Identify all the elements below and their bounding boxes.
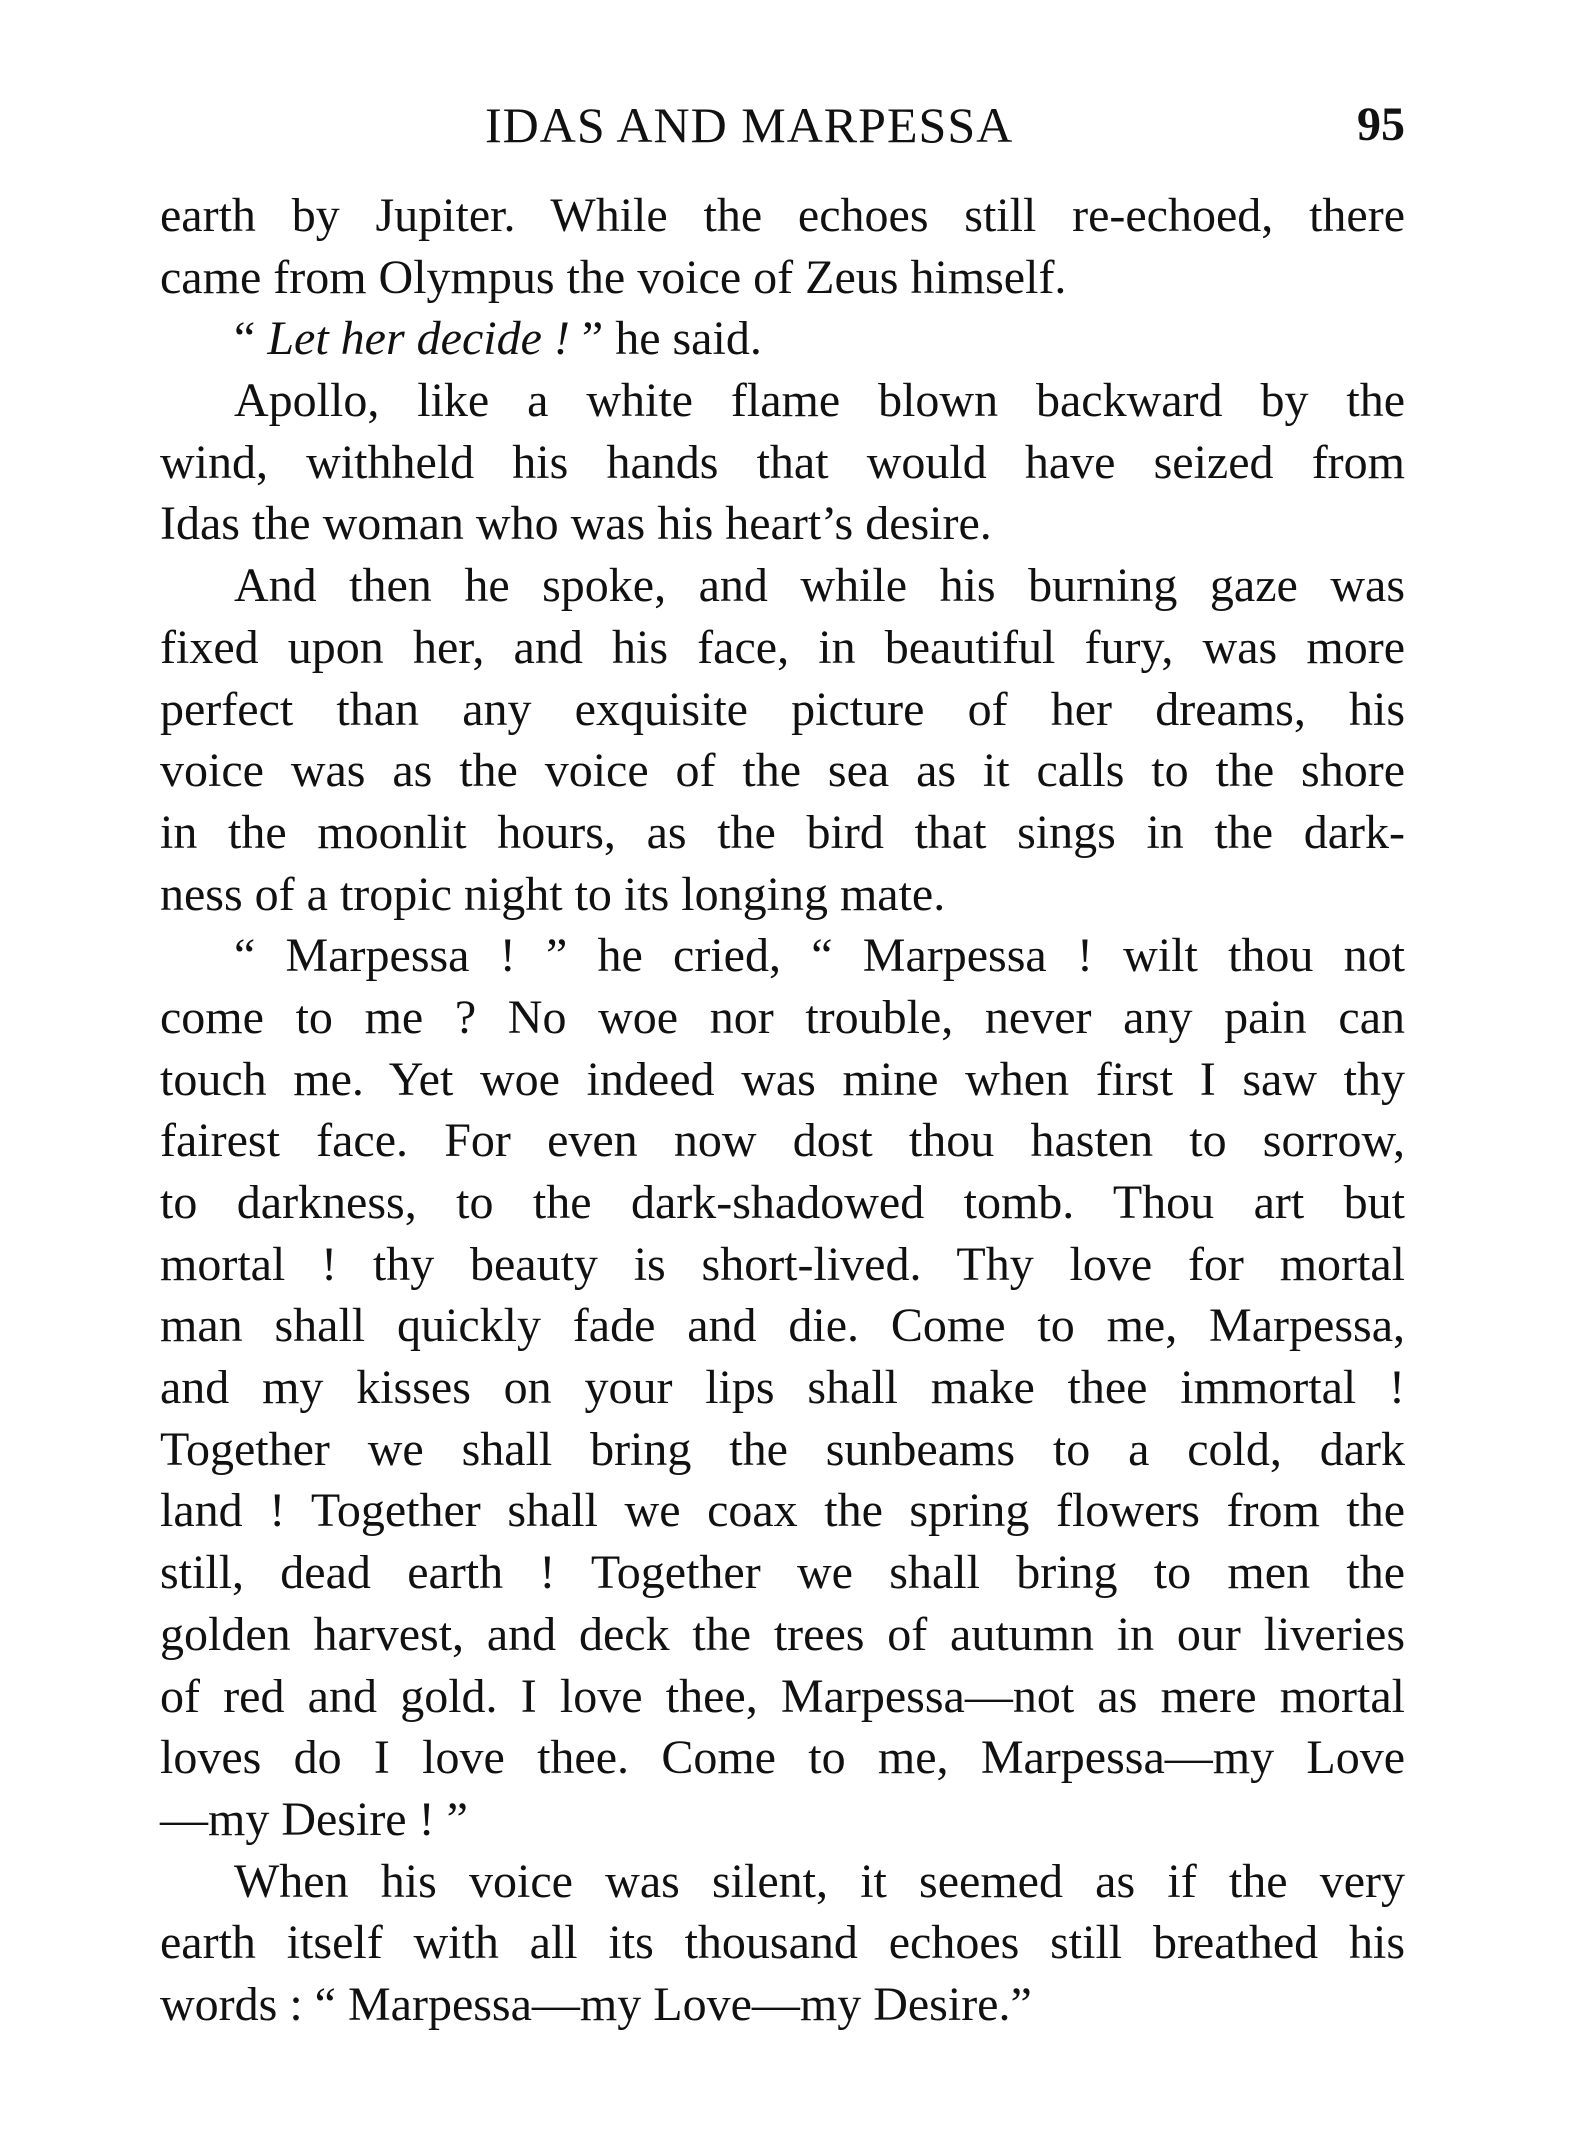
text-line: “ Marpessa ! ” he cried, “ Marpessa ! wilt thou not <box>234 929 1405 983</box>
text-line: golden harvest, and deck the trees of autumn in our liveries <box>160 1607 1405 1661</box>
text-line: ness of a tropic night to its longing mate. <box>160 867 946 921</box>
text-line: come to me ? No woe nor trouble, never any pain can <box>160 990 1405 1044</box>
body-text <box>160 185 1405 2036</box>
quote-line <box>160 308 1405 370</box>
italic-quote: Let her decide ! <box>267 312 570 366</box>
text-line: land ! Together shall we coax the spring flowers from the <box>160 1484 1405 1538</box>
text-line: in the moonlit hours, as the bird that sings in the dark- <box>160 805 1405 859</box>
text-line: fixed upon her, and his face, in beautiful fury, was more <box>160 620 1405 674</box>
page-header <box>160 95 1405 155</box>
text-line: earth itself with all its thousand echoes still breathed his <box>160 1916 1405 1970</box>
text-line: came from Olympus the voice of Zeus himself. <box>160 250 1067 304</box>
text-line: to darkness, to the dark-shadowed tomb. Thou art but <box>160 1176 1405 1229</box>
text-line: still, dead earth ! Together we shall bring to men the <box>160 1546 1405 1600</box>
open-quote: “ <box>234 312 268 366</box>
text-line: voice was as the voice of the sea as it calls to the shore <box>160 744 1405 798</box>
text-line: And then he spoke, and while his burning gaze was <box>234 559 1405 613</box>
text-line: wind, withheld his hands that would have seized from <box>160 435 1405 489</box>
text-line: —my Desire ! ” <box>160 1792 468 1846</box>
page-number: 95 <box>1357 98 1405 151</box>
text-line: loves do I love thee. Come to me, Marpessa—my Love <box>160 1731 1405 1785</box>
text-line: Idas the woman who was his heart’s desire. <box>160 497 992 551</box>
close-quote: ” <box>569 312 616 366</box>
text-line: perfect than any exquisite picture of her dreams, his <box>160 682 1405 736</box>
running-title: IDAS AND MARPESSA <box>485 97 1014 153</box>
text-line: mortal ! thy beauty is short-lived. Thy love for mortal <box>160 1237 1405 1291</box>
quote-attribution: he said. <box>615 312 762 366</box>
text-line: fairest face. For even now dost thou hasten to sorrow, <box>160 1114 1405 1168</box>
text-line: man shall quickly fade and die. Come to me, Marpessa, <box>160 1299 1405 1353</box>
text-line: Together we shall bring the sunbeams to a cold, dark <box>160 1422 1405 1476</box>
text-line: earth by Jupiter. While the echoes still re-echoed, there <box>160 189 1405 242</box>
text-line: When his voice was silent, it seemed as if the very <box>234 1854 1405 1908</box>
text-line: words : “ Marpessa—my Love—my Desire.” <box>160 1977 1032 2031</box>
text-line: Apollo, like a white flame blown backward by the <box>234 374 1405 428</box>
text-line: and my kisses on your lips shall make thee immortal ! <box>160 1361 1405 1415</box>
text-line: of red and gold. I love thee, Marpessa—not as mere mortal <box>160 1669 1405 1723</box>
text-line: touch me. Yet woe indeed was mine when first I saw thy <box>160 1052 1405 1106</box>
